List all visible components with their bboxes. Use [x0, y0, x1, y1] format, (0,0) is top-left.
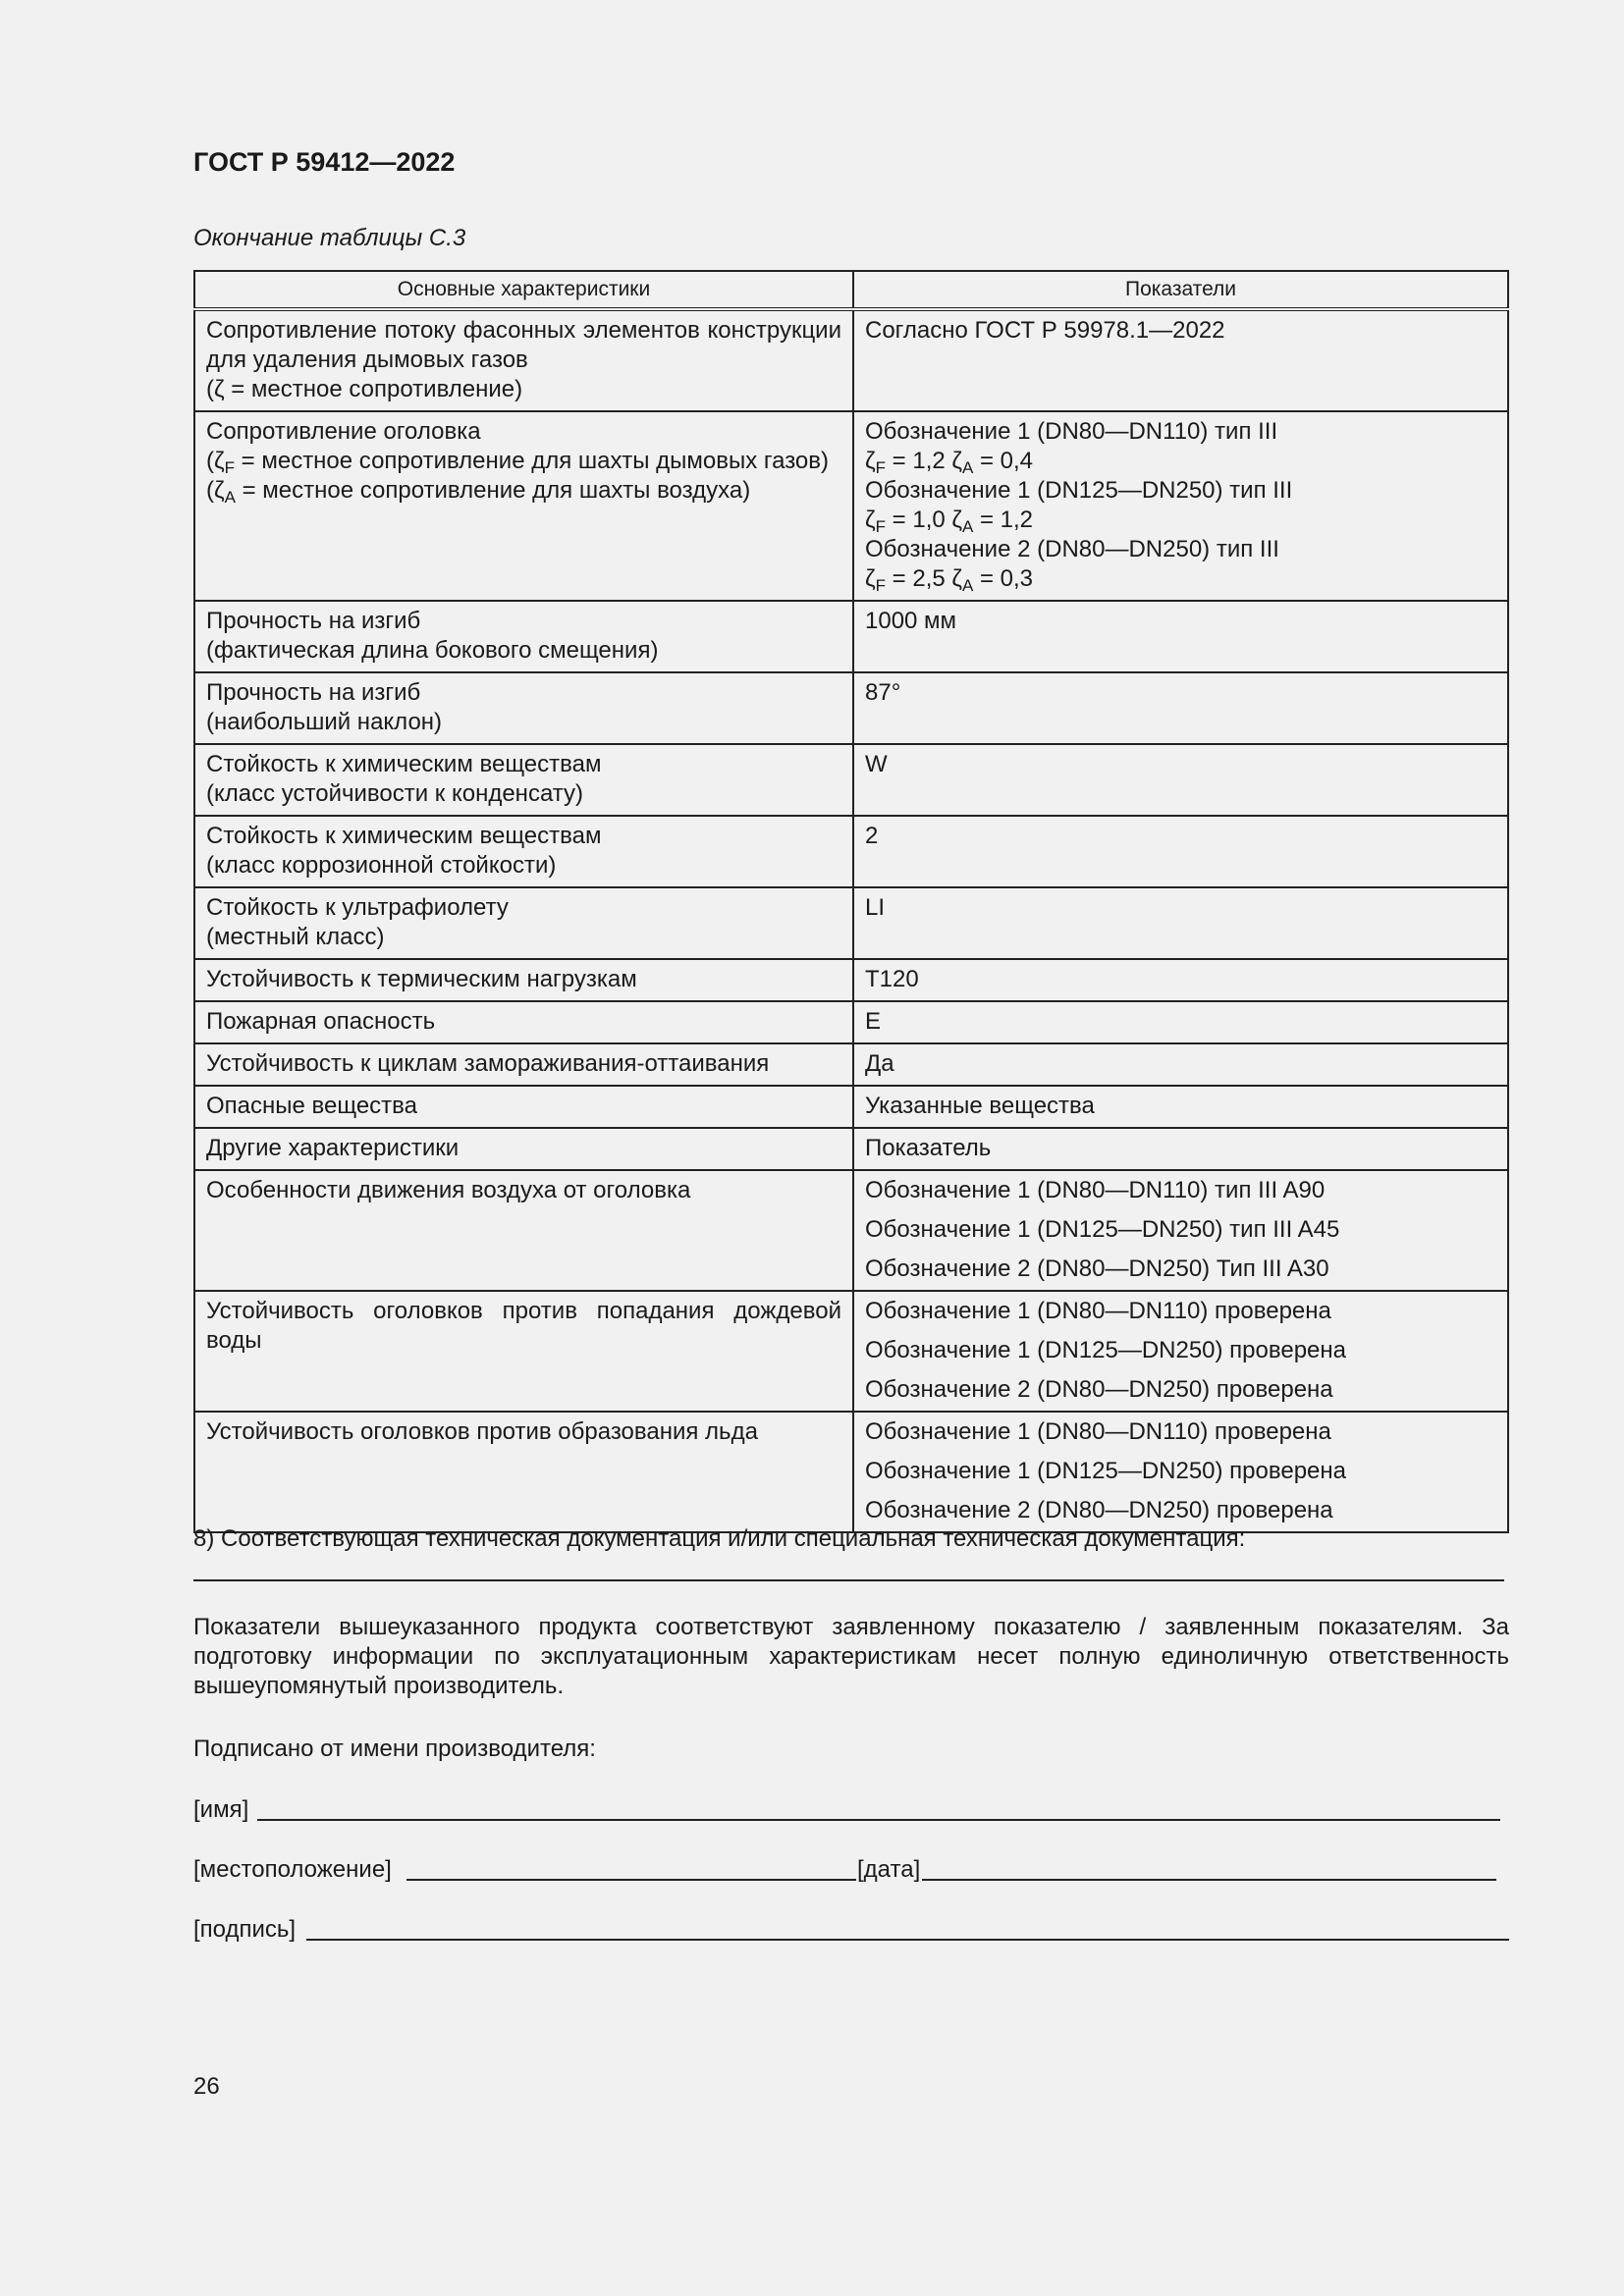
row-label: Пожарная опасность: [194, 1001, 853, 1043]
date-field-line[interactable]: [922, 1879, 1496, 1881]
row-label: Опасные вещества: [194, 1086, 853, 1128]
row-value: W: [853, 744, 1508, 816]
table-row: [194, 309, 1508, 411]
table-row: [194, 1086, 1508, 1128]
row-label: Устойчивость к циклам замораживания-оттаивания: [194, 1043, 853, 1086]
header-characteristics: Основные характеристики: [194, 271, 853, 309]
row-label: Прочность на изгиб (фактическая длина бокового смещения): [194, 601, 853, 672]
name-label: [имя]: [193, 1796, 249, 1823]
table-row: [194, 887, 1508, 959]
table-row: [194, 1170, 1508, 1291]
row-value: Обозначение 1 (DN80—DN110) тип III A90 Обозначение 1 (DN125—DN250) тип III A45 Обозначение 2 (DN80—DN250) Тип III A30: [853, 1170, 1508, 1291]
table-row: [194, 816, 1508, 887]
name-field-line[interactable]: [257, 1819, 1500, 1821]
row-value: Обозначение 1 (DN80—DN110) тип III $\zeta_F = 1,2$ $\zeta_A = 0,4$ Обозначение 1 (DN125—DN250) тип III $\zeta_F = 1,0$ $\zeta_A = 1,2$ Обозначение 2 (DN80—DN250) тип III $\zeta_F = 2,5$ $\zeta_A = 0,3$: [853, 411, 1508, 601]
row-value: Согласно ГОСТ Р 59978.1—2022: [853, 309, 1508, 411]
responsibility-statement: Показатели вышеуказанного продукта соответствуют заявленному показателю / заявленным показателям. За подготовку информации по эксплуатационным характеристикам несет полную единоличную ответственность вышеупомянутый производитель.: [193, 1614, 1509, 1699]
table-caption: Окончание таблицы С.3: [193, 225, 466, 251]
table-row: [194, 672, 1508, 744]
row-label: Стойкость к ультрафиолету (местный класс): [194, 887, 853, 959]
characteristics-table: [193, 270, 1509, 1533]
row-label: Стойкость к химическим веществам (класс устойчивости к конденсату): [194, 744, 853, 816]
row-value: Показатель: [853, 1128, 1508, 1170]
table-row: [194, 1001, 1508, 1043]
signature-label: [подпись]: [193, 1916, 297, 1943]
row-value: 87°: [853, 672, 1508, 744]
row-value: Указанные вещества: [853, 1086, 1508, 1128]
row-label: Особенности движения воздуха от оголовка: [194, 1170, 853, 1291]
row-label: Устойчивость оголовков против образования льда: [194, 1412, 853, 1532]
table-row: [194, 1128, 1508, 1170]
row-label: Стойкость к химическим веществам (класс коррозионной стойкости): [194, 816, 853, 887]
signature-field-line[interactable]: [306, 1939, 1509, 1941]
row-value: E: [853, 1001, 1508, 1043]
documentation-note: 8) Соответствующая техническая документация и/или специальная техническая документация:: [193, 1525, 1246, 1552]
row-value: 2: [853, 816, 1508, 887]
table-row: [194, 959, 1508, 1001]
table-row: [194, 1291, 1508, 1412]
page-number: 26: [193, 2073, 220, 2100]
row-value: Обозначение 1 (DN80—DN110) проверена Обозначение 1 (DN125—DN250) проверена Обозначение 2 (DN80—DN250) проверена: [853, 1291, 1508, 1412]
location-label: [местоположение]: [193, 1856, 392, 1883]
row-value: Обозначение 1 (DN80—DN110) проверена Обозначение 1 (DN125—DN250) проверена Обозначение 2 (DN80—DN250) проверена: [853, 1412, 1508, 1532]
table-row: [194, 411, 1508, 601]
date-label: [дата]: [857, 1856, 921, 1883]
row-value: Да: [853, 1043, 1508, 1086]
row-value: LI: [853, 887, 1508, 959]
row-label: Устойчивость оголовков против попадания дождевой воды: [194, 1291, 853, 1412]
table-row: [194, 601, 1508, 672]
table-row: [194, 1412, 1508, 1532]
row-value: 1000 мм: [853, 601, 1508, 672]
signed-on-behalf: Подписано от имени производителя:: [193, 1735, 596, 1762]
table-header-row: [194, 271, 1508, 309]
row-label: Сопротивление потоку фасонных элементов конструкции для удаления дымовых газов (ζ = местное сопротивление): [194, 309, 853, 411]
documentation-underline: [193, 1579, 1504, 1581]
row-label: Прочность на изгиб (наибольший наклон): [194, 672, 853, 744]
row-value: T120: [853, 959, 1508, 1001]
table-row: [194, 1043, 1508, 1086]
document-code: ГОСТ Р 59412—2022: [193, 147, 456, 177]
header-values: Показатели: [853, 271, 1508, 309]
location-field-line[interactable]: [406, 1879, 856, 1881]
row-label: Устойчивость к термическим нагрузкам: [194, 959, 853, 1001]
table-row: [194, 744, 1508, 816]
row-label: Сопротивление оголовка ($\zeta_F$ = местное сопротивление для шахты дымовых газов) ($\zeta_A$ = местное сопротивление для шахты воздуха): [194, 411, 853, 601]
row-label: Другие характеристики: [194, 1128, 853, 1170]
